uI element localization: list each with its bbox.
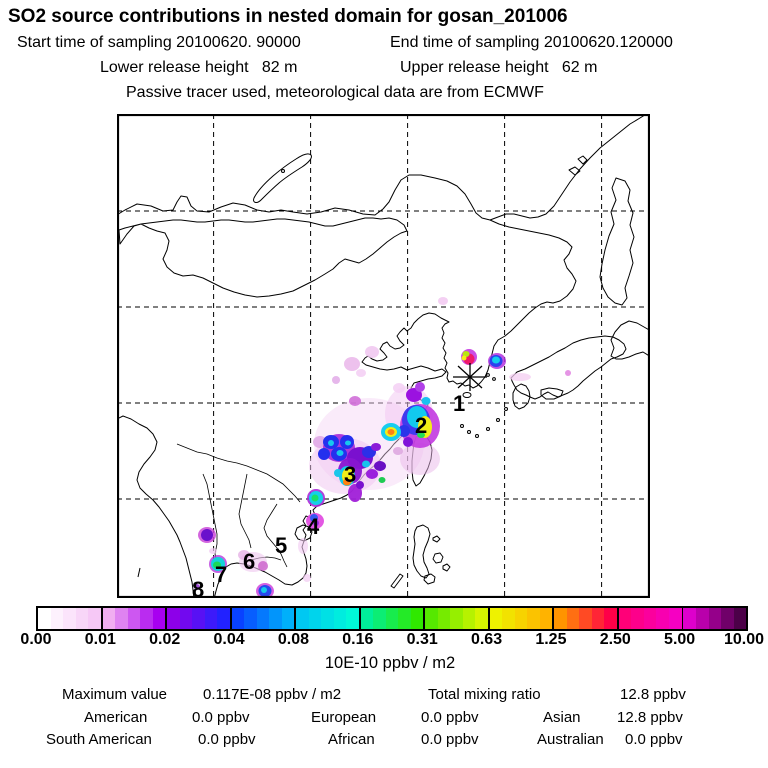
colorbar-cell [438,608,451,629]
plume-blob [334,469,342,477]
colorbar-cell [631,608,644,629]
plume-blob [328,440,334,446]
colorbar-cell [76,608,89,629]
plume-blob [374,461,386,471]
plume-blob [261,587,267,593]
colorbar-segment [361,608,426,629]
plume-blob [371,443,381,451]
colorbar-cell [554,608,567,629]
colorbar-cell [669,608,682,629]
colorbar-cell [644,608,657,629]
colorbar-cell [51,608,64,629]
plume-blob [422,397,431,405]
plume-blob [318,448,330,460]
source-marker-number: 1 [453,391,466,416]
colorbar-cell [463,608,476,629]
island-kyushu [513,384,530,409]
source-marker-number: 7 [215,562,228,587]
colorbar-cell [592,608,605,629]
plume-blob [438,297,448,305]
region-australian-label: Australian [537,731,604,748]
colorbar-tick-label: 5.00 [664,631,696,648]
colorbar-tick-label: 0.63 [470,631,503,648]
colorbar-cell [475,608,488,629]
page-title: SO2 source contributions in nested domain for gosan_201006 [8,6,568,27]
colorbar-cell [346,608,359,629]
colorbar-tick-label: 0.16 [342,631,374,648]
coast-india-myanmar [117,416,194,598]
colorbar-cell [527,608,540,629]
upper-release-text: Upper release height 62 m [400,59,598,76]
colorbar-tick-label: 0.04 [213,631,245,648]
island-andaman [138,568,140,577]
colorbar-cell [282,608,295,629]
colorbar-tick-label: 0.08 [277,631,310,648]
colorbar-tick-label: 0.02 [149,631,181,648]
source-marker-number: 6 [243,549,256,574]
colorbar-cell [656,608,669,629]
colorbar-tick-labels [20,631,765,651]
colorbar-cell [63,608,76,629]
colorbar-cell [361,608,374,629]
colorbar-cell [140,608,153,629]
colorbar-cell [180,608,193,629]
colorbar-cell [373,608,386,629]
colorbar-cell [502,608,515,629]
plume-blob [312,495,319,502]
colorbar-segment [683,608,746,629]
colorbar-cell [515,608,528,629]
coast-siberia [117,114,648,220]
colorbar-cell [619,608,632,629]
plume-blob [356,481,364,489]
maximum-value-label: Maximum value [62,686,168,703]
colorbar-cell [411,608,424,629]
plume-blob [258,561,268,571]
colorbar-tick-label: 10.00 [723,631,765,648]
region-australian-value: 0.0 ppbv [625,731,683,748]
plume-blob [393,383,405,393]
region-south-american-value: 0.0 ppbv [198,731,256,748]
colorbar-tick-label: 0.00 [20,631,52,648]
coastlines [117,114,650,598]
colorbar-cell [425,608,438,629]
colorbar-segment [425,608,490,629]
region-south-american-label: South American [46,731,152,748]
colorbar-units-label: 10E-10 ppbv / m2 [324,654,456,672]
plume-blob [365,346,379,358]
total-mixing-ratio-value: 12.8 ppbv [620,686,686,703]
plume-blob [349,396,361,406]
border-mongolia [119,218,407,297]
plume-blob [303,574,311,582]
total-mixing-ratio-label: Total mixing ratio [428,686,541,703]
colorbar-cell [490,608,503,629]
colorbar-cell [205,608,218,629]
colorbar-cell [38,608,51,629]
region-asian-label: Asian [543,709,581,726]
colorbar-cell [153,608,166,629]
plume-blob [344,357,360,371]
islands-philippines-south [391,536,450,588]
plume-blob [209,548,217,554]
region-african-label: African [328,731,375,748]
colorbar-cell [167,608,180,629]
islands-ryukyu [461,374,508,438]
plume-blob [345,441,351,446]
colorbar-cell [398,608,411,629]
lake-baikal-island [282,170,285,173]
colorbar-segment [232,608,297,629]
colorbar-cell [696,608,709,629]
region-european-label: European [311,709,377,726]
colorbar-segment [490,608,555,629]
maximum-value: 0.117E-08 ppbv / m2 [203,686,342,703]
colorbar-segment [103,608,168,629]
colorbar-segment [38,608,103,629]
colorbar-cell [309,608,322,629]
colorbar-cell [450,608,463,629]
map-canvas [117,114,650,598]
colorbar-cell [232,608,245,629]
end-time-text: End time of sampling 20100620.120000 [390,34,673,51]
colorbar-cell [128,608,141,629]
plume-blob [388,429,395,435]
colorbar-cell [540,608,553,629]
island-sakhalin [600,178,634,305]
map-gridlines [117,114,650,598]
plume-blob [565,370,571,376]
plume-blob [298,538,308,554]
colorbar-cell [296,608,309,629]
source-marker-number: 8 [192,577,205,598]
source-marker-number: 2 [415,413,428,438]
region-american-value: 0.0 ppbv [192,709,250,726]
colorbar [36,606,748,631]
colorbar-tick-label: 2.50 [599,631,631,648]
colorbar-cell [88,608,101,629]
plume-blob [462,356,467,361]
map-panel [117,114,650,598]
plume-blob [332,376,340,384]
plume-blob [393,447,403,455]
region-european-value: 0.0 ppbv [421,709,479,726]
island-hokkaido [611,321,650,359]
lake-baikal [254,154,312,203]
plume-blob [492,357,500,364]
start-time-text: Start time of sampling 20100620. 90000 [17,34,301,51]
colorbar-segment [296,608,361,629]
plume-blob [356,369,366,377]
colorbar-cell [103,608,116,629]
region-asian-value: 12.8 ppbv [617,709,683,726]
plume-blob [337,450,344,456]
colorbar-cell [721,608,734,629]
colorbar-cell [567,608,580,629]
source-marker-number: 5 [275,533,288,558]
lower-release-text: Lower release height 82 m [100,59,298,76]
plume-blob [366,469,378,479]
island-luzon [413,525,430,578]
source-marker-number: 4 [307,514,320,539]
tracer-note-text: Passive tracer used, meteorological data are from ECMWF [126,84,544,101]
colorbar-cell [269,608,282,629]
colorbar-cell [192,608,205,629]
plume-blob [415,382,425,392]
colorbar-cell [334,608,347,629]
island-kamchatka-bits [569,156,587,175]
plume-blob [362,461,370,468]
region-african-value: 0.0 ppbv [421,731,479,748]
colorbar-cell [257,608,270,629]
colorbar-tick-label: 1.25 [535,631,567,648]
colorbar-cell [321,608,334,629]
plume-blob [509,373,531,381]
colorbar-cell [386,608,399,629]
map-frame [118,115,649,597]
colorbar-cell [734,608,747,629]
colorbar-cell [217,608,230,629]
source-marker-number: 3 [344,462,357,487]
colorbar-segment [167,608,232,629]
colorbar-cell [709,608,722,629]
colorbar-segment [554,608,619,629]
colorbar-tick-label: 0.31 [406,631,438,648]
plume-blob [201,529,213,541]
colorbar-cell [579,608,592,629]
plume-blob [403,437,413,447]
colorbar-cell [244,608,257,629]
plume-blob [379,477,386,483]
colorbar-segment [619,608,684,629]
colorbar-cell [115,608,128,629]
colorbar-cell [604,608,617,629]
region-american-label: American [84,709,148,726]
colorbar-tick-label: 0.01 [84,631,116,648]
colorbar-cell [683,608,696,629]
